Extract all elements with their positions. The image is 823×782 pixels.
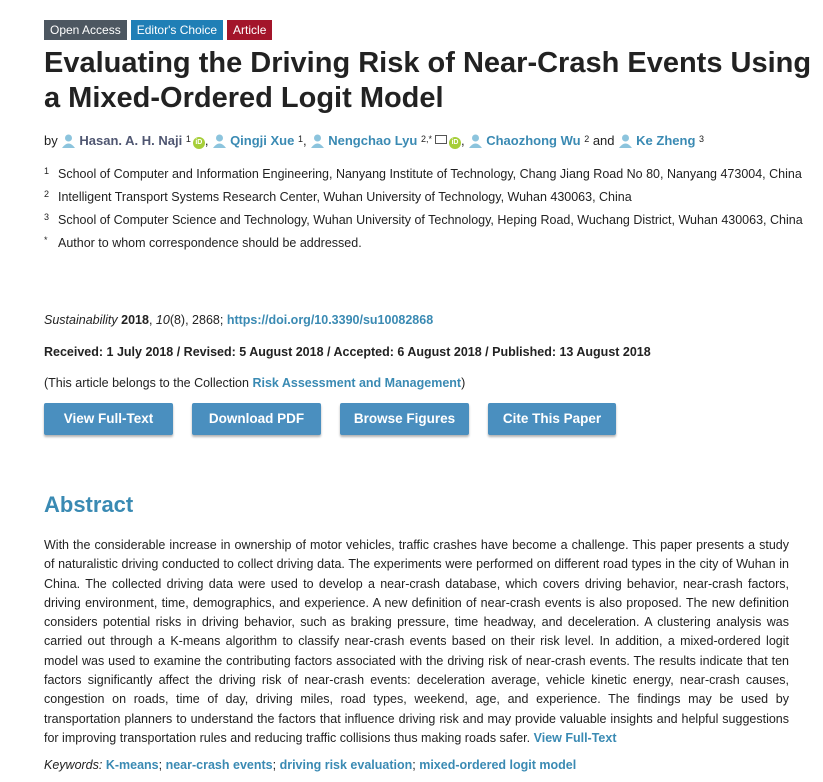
view-full-text-link[interactable]: View Full-Text [533,730,617,745]
affiliation-number: 3 [44,212,50,222]
author-list: by Hasan. A. H. Naji $^1$ iD , Qingji Xue $^1$, Nengchao Lyu $^{2,*}$ iD , Chaozhong Wu $^2$ and Ke Zheng $^3$ [44,133,705,148]
abstract-heading: Abstract [44,492,134,517]
affiliation-text: Author to whom correspondence should be addressed. [58,236,362,250]
action-buttons [44,403,616,435]
person-icon [212,133,227,148]
affiliation-item [44,210,804,230]
affiliation-number: 1 [44,166,50,176]
affiliation-list [44,164,804,256]
author-affil-sup: 1 [297,134,303,144]
and-label: and [592,133,615,148]
keyword-link[interactable]: mixed-ordered logit model [419,758,577,772]
author-link[interactable]: Hasan. A. H. Naji [79,133,183,148]
author-link[interactable]: Qingji Xue [230,133,295,148]
collection-link[interactable]: Risk Assessment and Management [252,376,462,390]
affiliation-item [44,233,804,253]
keywords-label: Keywords: [44,758,103,772]
person-icon [618,133,633,148]
author-affil-sup: 3 [699,134,705,144]
open-access-badge[interactable]: Open Access [44,20,127,40]
affiliation-item [44,187,804,207]
author-link[interactable]: Ke Zheng [636,133,696,148]
publication-year: 2018 [121,313,149,327]
author-affil-sup: 1 [185,134,191,144]
author-link[interactable]: Nengchao Lyu [328,133,418,148]
browse-figures-button[interactable]: Browse Figures [340,403,469,435]
author-affil-sup: 2,* [420,134,432,144]
abstract-text: With the considerable increase in ownership of motor vehicles, traffic crashes have become a challenge. This paper presents a study of naturalistic driving conducted to collect driving data. The experiments were performed on different road types in the city of Wuhan in China. The collected driving data were used to develop a near-crash database, which covers driving behavior, near-crash factors, driving environment, time, demographics, and experience. A new definition of near-crash events is also proposed. The new definition considers potential risks in driving behavior, such as braking pressure, time headway, and deceleration. A clustering analysis was carried out through a K-means algorithm to classify near-crash events based on their risk level. In addition, a mixed-ordered logit model was used to examine the contributing factors associated with the driving risk of near-crash events. The results indicate that ten factors significantly affect the driving risk of near-crash events: deceleration average, vehicle kinetic energy, near-crash causes, congestion on roads, time of day, driving miles, road types, weekend, age, and experience. The findings may be used by transportation planners to understand the factors that influence driving risk and may provide valuable insights and helpful suggestions for improving transportation rules and reducing traffic collisions thus making roads safer. [44,538,789,745]
collection-note [44,374,465,392]
affiliation-text: Intelligent Transport Systems Research Center, Wuhan University of Technology, Wuhan 430063, China [58,190,632,204]
publication-info: Sustainability 2018, 10(8), 2868; https://doi.org/10.3390/su10082868 [44,313,434,327]
editors-choice-badge[interactable]: Editor's Choice [131,20,223,40]
keyword-link[interactable]: driving risk evaluation [279,758,413,772]
article-title: Evaluating the Driving Risk of Near-Crash Events Using a Mixed-Ordered Logit Model [44,47,812,114]
mail-icon[interactable] [435,135,447,144]
abstract-body [44,536,789,748]
orcid-icon[interactable]: iD [193,137,205,149]
volume: 10 [155,313,170,327]
person-icon [61,133,76,148]
affiliation-number: * [44,235,48,245]
person-icon [468,133,483,148]
badge-row [44,20,272,40]
view-full-text-button[interactable]: View Full-Text [44,403,173,435]
journal-name[interactable]: Sustainability [44,313,118,327]
author-link[interactable]: Chaozhong Wu [486,133,581,148]
keyword-link[interactable]: near-crash events [165,758,273,772]
cite-this-paper-button[interactable]: Cite This Paper [488,403,616,435]
keyword-link[interactable]: K-means [105,758,159,772]
by-label: by [44,133,58,148]
doi-link[interactable]: https://doi.org/10.3390/su10082868 [226,313,434,327]
author-affil-sup: 2 [584,134,590,144]
collection-prefix: (This article belongs to the Collection [44,376,253,390]
affiliation-text: School of Computer and Information Engineering, Nanyang Institute of Technology, Chang Jiang Road No 80, Nanyang 473004, China [58,167,802,181]
orcid-icon[interactable]: iD [449,137,461,149]
issue-pages: (8), 2868; [169,313,224,327]
affiliation-number: 2 [44,189,50,199]
article-type-badge: Article [227,20,272,40]
affiliation-text: School of Computer Science and Technology, Wuhan University of Technology, Heping Road, Wuchang District, Wuhan 430063, China [58,213,803,227]
affiliation-item [44,164,804,184]
publication-dates: Received: 1 July 2018 / Revised: 5 August 2018 / Accepted: 6 August 2018 / Published: 13 August 2018 [44,345,651,359]
collection-suffix: ) [461,376,466,390]
download-pdf-button[interactable]: Download PDF [192,403,321,435]
person-icon [310,133,325,148]
keywords-row: Keywords: K-means; near-crash events; driving risk evaluation; mixed-ordered logit model [44,758,577,772]
